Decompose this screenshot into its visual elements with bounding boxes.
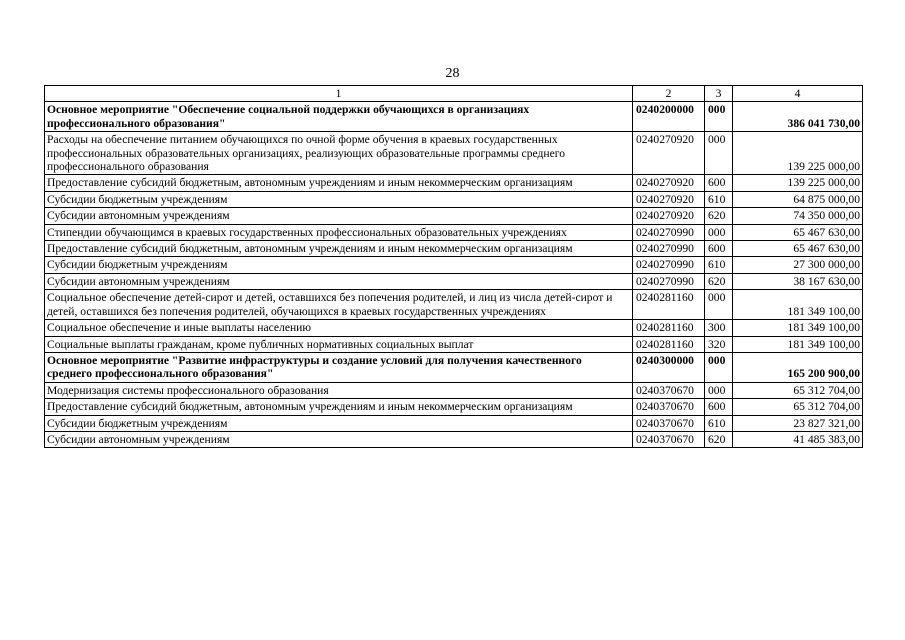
- expense-type-code: 600: [705, 175, 733, 191]
- table-row: [45, 320, 863, 336]
- amount-value: 139 225 000,00: [733, 132, 863, 175]
- expense-type-code: 620: [705, 208, 733, 224]
- table-row: [45, 208, 863, 224]
- amount-value: 41 485 383,00: [733, 431, 863, 447]
- amount-value: 165 200 900,00: [733, 352, 863, 382]
- target-article-code: 0240270990: [633, 241, 705, 257]
- expense-type-code: 600: [705, 241, 733, 257]
- expense-description: Расходы на обеспечение питанием обучающихся по очной форме обучения в краевых государственных профессиональных образовательных организациях, реализующих образовательные программы среднего профессионального образования: [45, 132, 633, 175]
- budget-table: [44, 85, 863, 448]
- expense-description: Субсидии бюджетным учреждениям: [45, 415, 633, 431]
- target-article-code: 0240370670: [633, 415, 705, 431]
- expense-description: Стипендии обучающимся в краевых государственных профессиональных образовательных учреждениях: [45, 224, 633, 240]
- expense-description: Субсидии бюджетным учреждениям: [45, 191, 633, 207]
- amount-value: 64 875 000,00: [733, 191, 863, 207]
- expense-description: Субсидии автономным учреждениям: [45, 431, 633, 447]
- table-row: [45, 399, 863, 415]
- target-article-code: 0240270990: [633, 257, 705, 273]
- amount-value: 386 041 730,00: [733, 102, 863, 132]
- target-article-code: 0240370670: [633, 382, 705, 398]
- amount-value: 181 349 100,00: [733, 290, 863, 320]
- target-article-code: 0240200000: [633, 102, 705, 132]
- expense-type-code: 000: [705, 102, 733, 132]
- column-number-header: 3: [705, 86, 733, 102]
- expense-type-code: 610: [705, 257, 733, 273]
- expense-description: Социальное обеспечение детей-сирот и детей, оставшихся без попечения родителей, и лиц из числа детей-сирот и детей, оставшихся без попечения родителей, обучающихся в краевых государственных учреждениях: [45, 290, 633, 320]
- expense-description: Основное мероприятие "Развитие инфраструктуры и создание условий для получения качественного среднего профессионального образования": [45, 352, 633, 382]
- target-article-code: 0240300000: [633, 352, 705, 382]
- column-number-row: [45, 86, 863, 102]
- table-row: [45, 224, 863, 240]
- target-article-code: 0240270920: [633, 132, 705, 175]
- target-article-code: 0240370670: [633, 399, 705, 415]
- amount-value: 181 349 100,00: [733, 336, 863, 352]
- expense-description: Субсидии автономным учреждениям: [45, 273, 633, 289]
- amount-value: 27 300 000,00: [733, 257, 863, 273]
- table-row: [45, 290, 863, 320]
- column-number-header: 2: [633, 86, 705, 102]
- target-article-code: 0240281160: [633, 320, 705, 336]
- table-row: [45, 132, 863, 175]
- expense-type-code: 620: [705, 431, 733, 447]
- section-row: [45, 102, 863, 132]
- table-row: [45, 241, 863, 257]
- table-row: [45, 273, 863, 289]
- amount-value: 65 312 704,00: [733, 382, 863, 398]
- expense-type-code: 000: [705, 352, 733, 382]
- expense-description: Предоставление субсидий бюджетным, автономным учреждениям и иным некоммерческим организациям: [45, 175, 633, 191]
- target-article-code: 0240270990: [633, 273, 705, 289]
- target-article-code: 0240270920: [633, 208, 705, 224]
- expense-description: Социальное обеспечение и иные выплаты населению: [45, 320, 633, 336]
- expense-type-code: 000: [705, 290, 733, 320]
- amount-value: 65 312 704,00: [733, 399, 863, 415]
- target-article-code: 0240370670: [633, 431, 705, 447]
- target-article-code: 0240270920: [633, 191, 705, 207]
- target-article-code: 0240270920: [633, 175, 705, 191]
- expense-type-code: 000: [705, 132, 733, 175]
- column-number-header: 1: [45, 86, 633, 102]
- target-article-code: 0240281160: [633, 290, 705, 320]
- amount-value: 23 827 321,00: [733, 415, 863, 431]
- amount-value: 38 167 630,00: [733, 273, 863, 289]
- expense-description: Предоставление субсидий бюджетным, автономным учреждениям и иным некоммерческим организациям: [45, 241, 633, 257]
- expense-type-code: 300: [705, 320, 733, 336]
- section-row: [45, 352, 863, 382]
- table-row: [45, 257, 863, 273]
- amount-value: 139 225 000,00: [733, 175, 863, 191]
- table-row: [45, 336, 863, 352]
- expense-type-code: 320: [705, 336, 733, 352]
- expense-type-code: 620: [705, 273, 733, 289]
- expense-description: Предоставление субсидий бюджетным, автономным учреждениям и иным некоммерческим организациям: [45, 399, 633, 415]
- table-row: [45, 431, 863, 447]
- expense-type-code: 000: [705, 224, 733, 240]
- column-number-header: 4: [733, 86, 863, 102]
- expense-type-code: 600: [705, 399, 733, 415]
- expense-description: Социальные выплаты гражданам, кроме публичных нормативных социальных выплат: [45, 336, 633, 352]
- table-row: [45, 415, 863, 431]
- target-article-code: 0240270990: [633, 224, 705, 240]
- budget-table-body: [45, 86, 863, 448]
- expense-description: Субсидии автономным учреждениям: [45, 208, 633, 224]
- expense-description: Основное мероприятие "Обеспечение социальной поддержки обучающихся в организациях профессионального образования": [45, 102, 633, 132]
- amount-value: 181 349 100,00: [733, 320, 863, 336]
- expense-type-code: 610: [705, 415, 733, 431]
- amount-value: 74 350 000,00: [733, 208, 863, 224]
- page-number: 28: [445, 66, 460, 81]
- expense-type-code: 610: [705, 191, 733, 207]
- target-article-code: 0240281160: [633, 336, 705, 352]
- amount-value: 65 467 630,00: [733, 241, 863, 257]
- expense-description: Модернизация системы профессионального образования: [45, 382, 633, 398]
- expense-description: Субсидии бюджетным учреждениям: [45, 257, 633, 273]
- table-row: [45, 175, 863, 191]
- amount-value: 65 467 630,00: [733, 224, 863, 240]
- table-row: [45, 382, 863, 398]
- expense-type-code: 000: [705, 382, 733, 398]
- table-row: [45, 191, 863, 207]
